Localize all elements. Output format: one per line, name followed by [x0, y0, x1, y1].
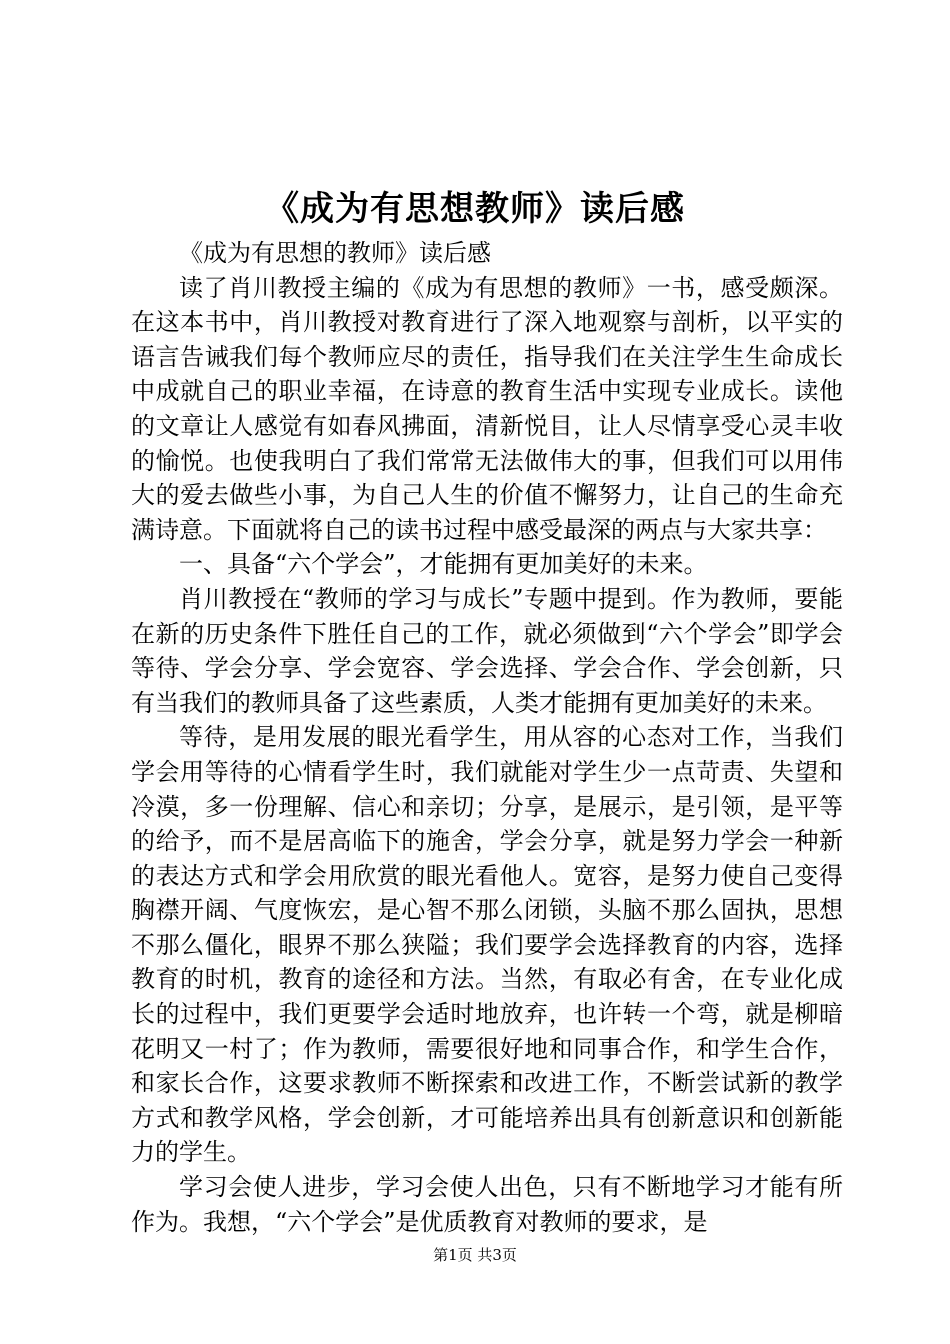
paragraph: 《成为有思想的教师》读后感 [179, 239, 491, 267]
paragraph: 读了肖川教授主编的《成为有思想的教师》一书，感受颇深。在这本书中，肖川教授对教育进行了深入地观察与剖析，以平实的语言告诫我们每个教师应尽的责任，指导我们在关注学生生命成长中成就自己的职业幸福，在诗意的教育生活中实现专业成长。读他的文章让人感觉有如春风拂面，清新悦目，让人尽情享受心灵丰收的愉悦。也使我明白了我们常常无法做伟大的事，但我们可以用伟大的爱去做些小事，为自己人生的价值不懈努力，让自己的生命充满诗意。下面就将自己的读书过程中感受最深的两点与大家共享： [131, 273, 843, 544]
paragraph: 等待，是用发展的眼光看学生，用从容的心态对工作，当我们学会用等待的心情看学生时，我们就能对学生少一点苛责、失望和冷漠，多一份理解、信心和亲切；分享，是展示，是引领，是平等的给予，而不是居高临下的施舍，学会分享，就是努力学会一种新的表达方式和学会用欣赏的眼光看他人。宽容，是努力使自己变得胸襟开阔、气度恢宏，是心智不那么闭锁，头脑不那么固执，思想不那么僵化，眼界不那么狭隘；我们要学会选择教育的内容，选择教育的时机，教育的途径和方法。当然，有取必有舍，在专业化成长的过程中，我们更要学会适时地放弃，也许转一个弯，就是柳暗花明又一村了；作为教师，需要很好地和同事合作，和学生合作，和家长合作，这要求教师不断探索和改进工作，不断尝试新的教学方式和教学风格，学会创新，才可能培养出具有创新意识和创新能力的学生。 [131, 723, 843, 1167]
paragraph: 学习会使人进步，学习会使人出色，只有不断地学习才能有所作为。我想，“六个学会”是优质教育对教师的要求，是 [131, 1173, 843, 1236]
page-title: 《成为有思想教师》读后感 [265, 189, 685, 229]
page-footer: 第1页 共3页 [433, 1246, 517, 1264]
paragraph: 一、具备“六个学会”，才能拥有更加美好的未来。 [179, 550, 708, 579]
paragraph: 肖川教授在“教师的学习与成长”专题中提到。作为教师，要能在新的历史条件下胜任自己的工作，就必须做到“六个学会”即学会等待、学会分享、学会宽容、学会选择、学会合作、学会创新，只有当我们的教师具备了这些素质，人类才能拥有更加美好的未来。 [131, 584, 843, 717]
document-body [131, 236, 843, 1239]
